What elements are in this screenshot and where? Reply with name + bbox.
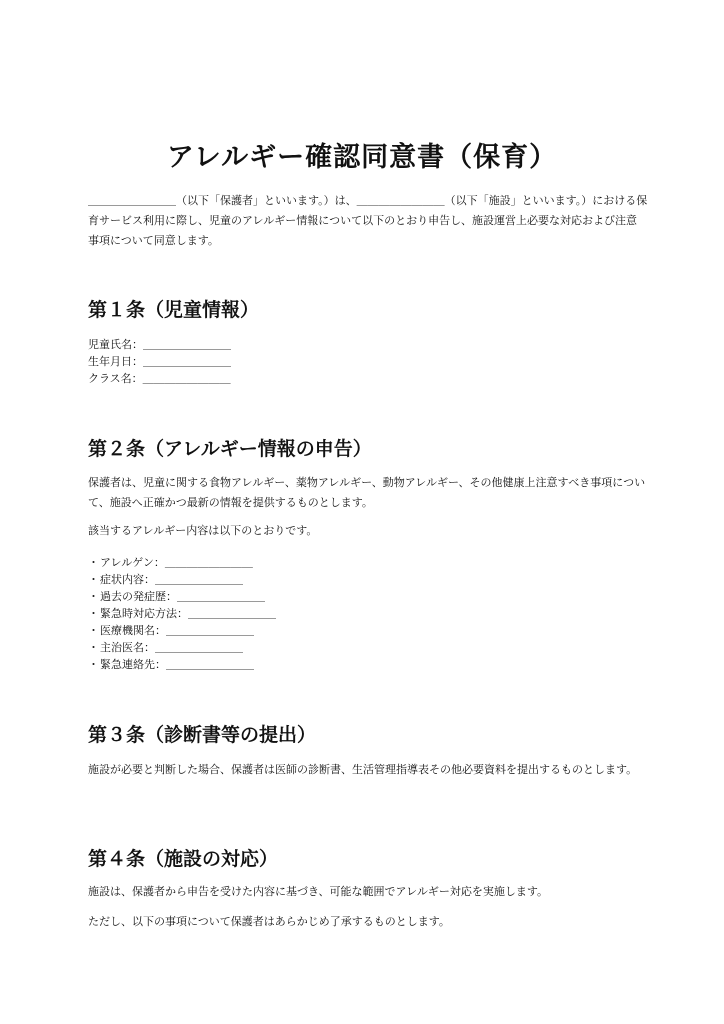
allergy-details-list (88, 554, 648, 673)
article3-paragraph (88, 760, 648, 780)
bullet-mark: ・ (88, 556, 99, 569)
emergency-contact-field: 緊急連絡先：＿＿＿＿＿＿＿＿ (100, 658, 254, 671)
article4-paragraph2-text: ただし、以下の事項について保護者はあらかじめ了承するものとします。 (88, 915, 450, 928)
bullet-mark: ・ (88, 573, 99, 586)
list-item (88, 554, 648, 571)
class-name-field: クラス名：＿＿＿＿＿＿＿＿ (88, 372, 231, 385)
list-item (88, 656, 648, 673)
list-item (88, 571, 648, 588)
article2-paragraph2 (88, 521, 648, 541)
intro-paragraph (88, 191, 648, 251)
article3-paragraph-text: 施設が必要と判断した場合、保護者は医師の診断書、生活管理指導表その他必要資料を提出するものとします。 (88, 763, 638, 776)
bullet-mark: ・ (88, 658, 99, 671)
article2-paragraph1 (88, 473, 648, 513)
intro-text: ＿＿＿＿＿＿＿＿（以下「保護者」といいます。）は、＿＿＿＿＿＿＿＿（以下「施設」といいます。）における保育サービス利用に際し、児童のアレルギー情報について以下のとおり申告し、施設運営上必要な対応および注意事項について同意します。 (88, 194, 648, 247)
bullet-mark: ・ (88, 641, 99, 654)
list-item (88, 622, 648, 639)
list-item (88, 588, 648, 605)
child-info-fields (88, 336, 648, 387)
article2-paragraph2-text: 該当するアレルギー内容は以下のとおりです。 (88, 524, 318, 537)
document-title: アレルギー確認同意書（保育） (166, 142, 558, 174)
emergency-response-field: 緊急時対応方法：＿＿＿＿＿＿＿＿ (100, 607, 276, 620)
article2-paragraph1-text: 保護者は、児童に関する食物アレルギー、薬物アレルギー、動物アレルギー、その他健康上注意すべき事項について、施設へ正確かつ最新の情報を提供するものとします。 (88, 476, 646, 509)
article3-heading: 第３条（診断書等の提出） (88, 724, 317, 746)
bullet-mark: ・ (88, 607, 99, 620)
list-item (88, 639, 648, 656)
list-item (88, 605, 648, 622)
article4-paragraph2 (88, 912, 648, 932)
article4-paragraph1-text: 施設は、保護者から申告を受けた内容に基づき、可能な範囲でアレルギー対応を実施します。 (88, 885, 548, 898)
article4-heading: 第４条（施設の対応） (88, 848, 279, 870)
history-field: 過去の発症歴：＿＿＿＿＿＿＿＿ (100, 590, 265, 603)
bullet-mark: ・ (88, 624, 99, 637)
doctor-name-field: 主治医名：＿＿＿＿＿＿＿＿ (100, 641, 243, 654)
medical-institution-field: 医療機関名：＿＿＿＿＿＿＿＿ (100, 624, 254, 637)
allergen-field: アレルゲン：＿＿＿＿＿＿＿＿ (100, 556, 253, 569)
article2-heading: 第２条（アレルギー情報の申告） (88, 438, 372, 460)
article1-heading: 第１条（児童情報） (88, 299, 260, 321)
child-name-field: 児童氏名：＿＿＿＿＿＿＿＿ (88, 338, 231, 351)
symptoms-field: 症状内容：＿＿＿＿＿＿＿＿ (100, 573, 243, 586)
article4-paragraph1 (88, 882, 648, 902)
bullet-mark: ・ (88, 590, 99, 603)
birth-date-field: 生年月日：＿＿＿＿＿＿＿＿ (88, 355, 231, 368)
